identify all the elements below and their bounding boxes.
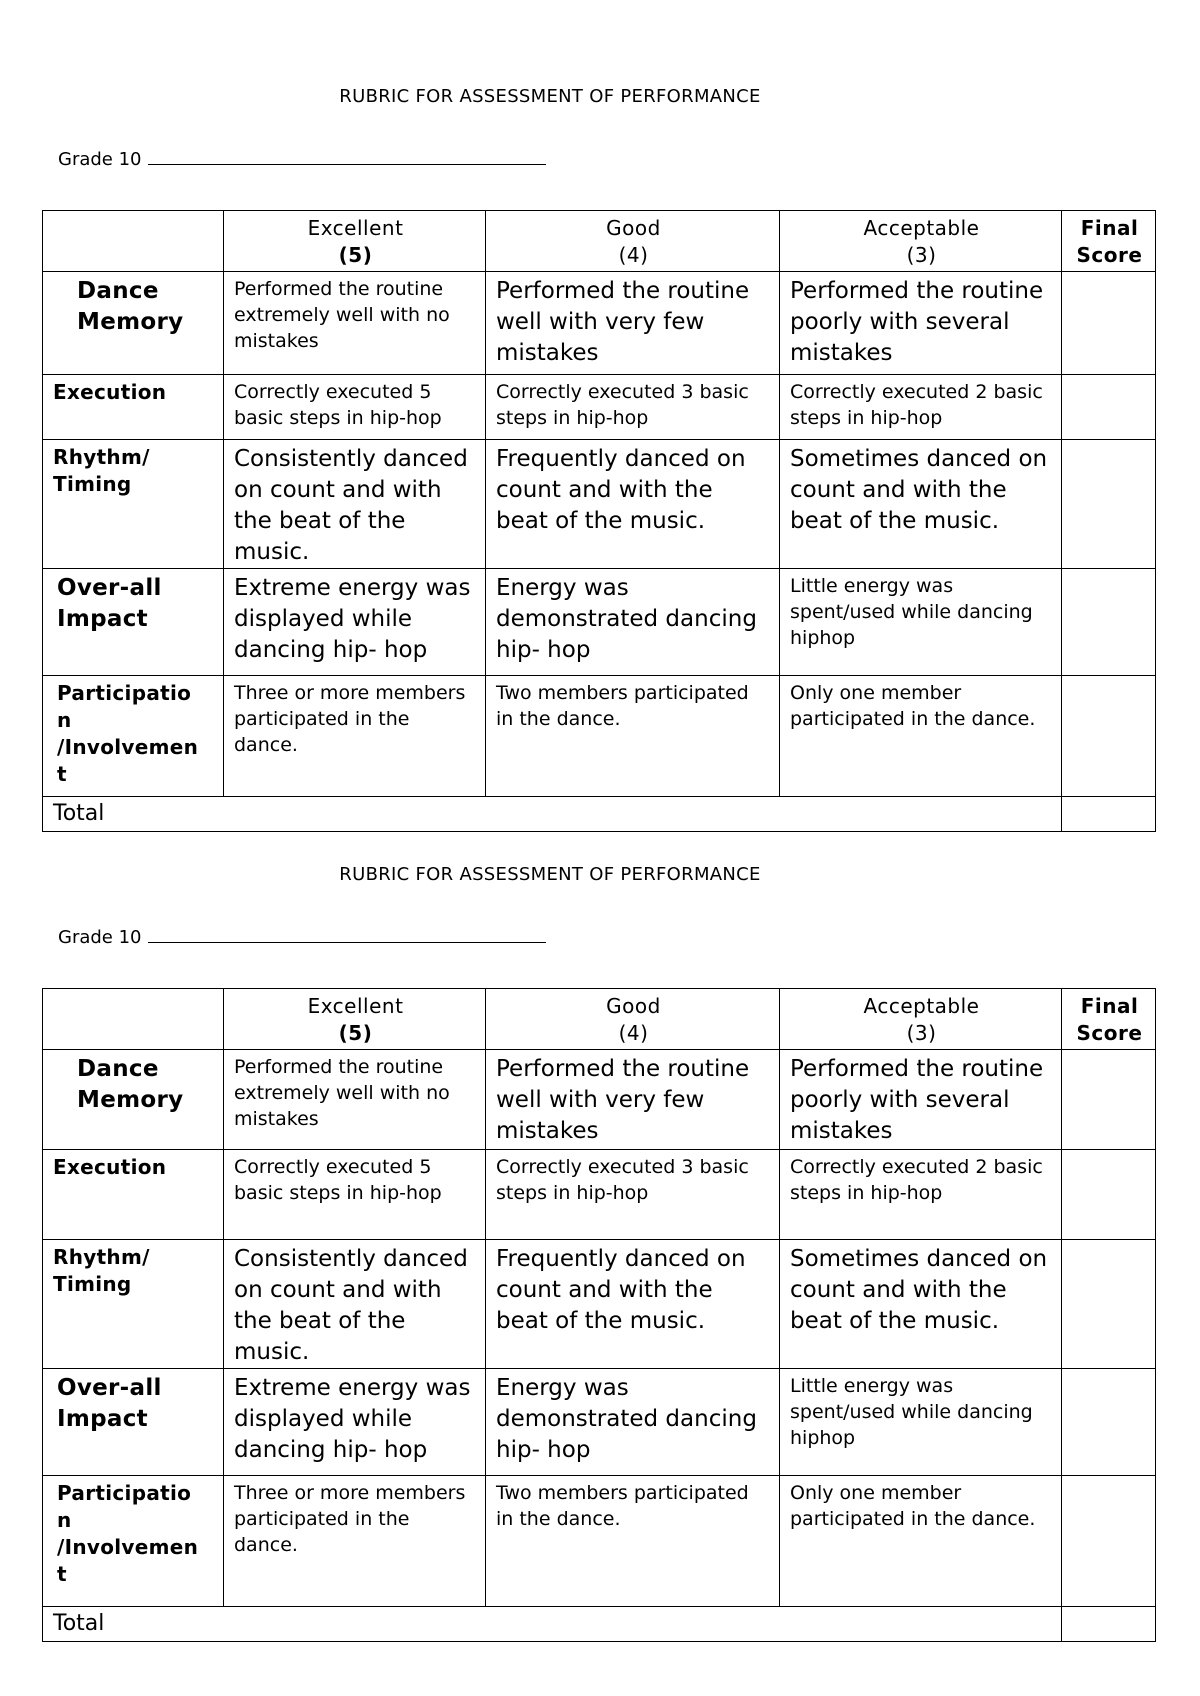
total-row [43, 1607, 1156, 1642]
header-blank-cell [43, 211, 224, 272]
name-blank-field[interactable] [148, 148, 546, 165]
score-cell[interactable] [1062, 272, 1156, 375]
total-score-cell[interactable] [1062, 1607, 1156, 1642]
cell-good: Two members participated in the dance. [486, 676, 780, 797]
table-row [43, 676, 1156, 797]
rubric-title: RUBRIC FOR ASSESSMENT OF PERFORMANCE [339, 864, 761, 885]
header-acceptable: Acceptable (3) [780, 211, 1062, 272]
table-row [43, 1369, 1156, 1476]
criterion-execution: Execution [43, 1150, 224, 1240]
cell-acceptable: Little energy was spent/used while dancing hiphop [780, 569, 1062, 676]
header-good: Good (4) [486, 211, 780, 272]
cell-excellent: Extreme energy was displayed while dancing hip- hop [224, 1369, 486, 1476]
cell-excellent: Three or more members participated in the dance. [224, 676, 486, 797]
table-row [43, 1150, 1156, 1240]
cell-excellent: Performed the routine extremely well with no mistakes [224, 272, 486, 375]
grade-label: Grade 10 [58, 149, 142, 170]
header-row [43, 211, 1156, 272]
criterion-dance-memory: Dance Memory [43, 1050, 224, 1150]
cell-acceptable: Correctly executed 2 basic steps in hip-hop [780, 1150, 1062, 1240]
cell-good: Energy was demonstrated dancing hip- hop [486, 569, 780, 676]
table-row [43, 569, 1156, 676]
cell-good: Correctly executed 3 basic steps in hip-hop [486, 1150, 780, 1240]
cell-excellent: Consistently danced on count and with the beat of the music. [224, 1240, 486, 1369]
cell-good: Performed the routine well with very few mistakes [486, 1050, 780, 1150]
table-row [43, 375, 1156, 440]
table-row [43, 1240, 1156, 1369]
rubric-table [42, 988, 1156, 1642]
table-row [43, 440, 1156, 569]
header-final-score: Final Score [1062, 989, 1156, 1050]
criterion-participation: Participatio n /Involvemen t [43, 1476, 224, 1607]
cell-good: Correctly executed 3 basic steps in hip-hop [486, 375, 780, 440]
grade-label: Grade 10 [58, 927, 142, 948]
grade-line [58, 148, 546, 170]
cell-excellent: Three or more members participated in the dance. [224, 1476, 486, 1607]
criterion-execution: Execution [43, 375, 224, 440]
cell-good: Frequently danced on count and with the beat of the music. [486, 440, 780, 569]
score-cell[interactable] [1062, 1050, 1156, 1150]
score-cell[interactable] [1062, 1240, 1156, 1369]
criterion-rhythm-timing: Rhythm/ Timing [43, 1240, 224, 1369]
table-row [43, 1050, 1156, 1150]
header-excellent: Excellent (5) [224, 211, 486, 272]
score-cell[interactable] [1062, 569, 1156, 676]
total-score-cell[interactable] [1062, 797, 1156, 832]
header-final-score: Final Score [1062, 211, 1156, 272]
cell-good: Energy was demonstrated dancing hip- hop [486, 1369, 780, 1476]
cell-acceptable: Performed the routine poorly with several mistakes [780, 1050, 1062, 1150]
score-cell[interactable] [1062, 1476, 1156, 1607]
rubric-table [42, 210, 1156, 832]
score-cell[interactable] [1062, 375, 1156, 440]
cell-excellent: Correctly executed 5 basic steps in hip-hop [224, 375, 486, 440]
grade-line [58, 926, 546, 948]
score-cell[interactable] [1062, 1369, 1156, 1476]
cell-acceptable: Sometimes danced on count and with the beat of the music. [780, 1240, 1062, 1369]
cell-good: Frequently danced on count and with the beat of the music. [486, 1240, 780, 1369]
total-label: Total [43, 797, 1062, 832]
cell-acceptable: Only one member participated in the dance. [780, 1476, 1062, 1607]
cell-acceptable: Performed the routine poorly with several mistakes [780, 272, 1062, 375]
cell-acceptable: Only one member participated in the dance. [780, 676, 1062, 797]
criterion-overall-impact: Over-all Impact [43, 1369, 224, 1476]
criterion-dance-memory: Dance Memory [43, 272, 224, 375]
table-row [43, 1476, 1156, 1607]
score-cell[interactable] [1062, 676, 1156, 797]
table-row [43, 272, 1156, 375]
total-row [43, 797, 1156, 832]
cell-good: Two members participated in the dance. [486, 1476, 780, 1607]
header-blank-cell [43, 989, 224, 1050]
criterion-participation: Participatio n /Involvemen t [43, 676, 224, 797]
header-good: Good (4) [486, 989, 780, 1050]
score-cell[interactable] [1062, 440, 1156, 569]
cell-acceptable: Little energy was spent/used while dancing hiphop [780, 1369, 1062, 1476]
total-label: Total [43, 1607, 1062, 1642]
cell-excellent: Performed the routine extremely well with no mistakes [224, 1050, 486, 1150]
cell-excellent: Correctly executed 5 basic steps in hip-hop [224, 1150, 486, 1240]
cell-good: Performed the routine well with very few mistakes [486, 272, 780, 375]
cell-excellent: Consistently danced on count and with the beat of the music. [224, 440, 486, 569]
header-excellent: Excellent (5) [224, 989, 486, 1050]
name-blank-field[interactable] [148, 926, 546, 943]
header-acceptable: Acceptable (3) [780, 989, 1062, 1050]
criterion-overall-impact: Over-all Impact [43, 569, 224, 676]
header-row [43, 989, 1156, 1050]
cell-acceptable: Correctly executed 2 basic steps in hip-hop [780, 375, 1062, 440]
criterion-rhythm-timing: Rhythm/ Timing [43, 440, 224, 569]
cell-acceptable: Sometimes danced on count and with the beat of the music. [780, 440, 1062, 569]
score-cell[interactable] [1062, 1150, 1156, 1240]
rubric-title: RUBRIC FOR ASSESSMENT OF PERFORMANCE [339, 86, 761, 107]
cell-excellent: Extreme energy was displayed while dancing hip- hop [224, 569, 486, 676]
